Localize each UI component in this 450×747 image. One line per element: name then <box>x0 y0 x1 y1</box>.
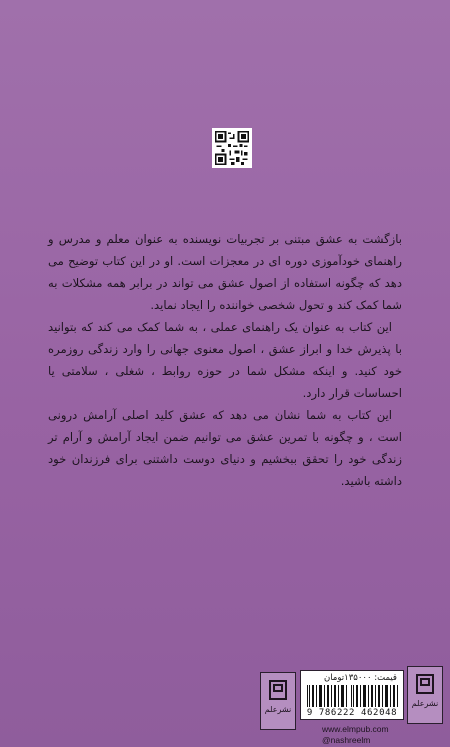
book-description <box>48 228 402 492</box>
price-label: قیمت: ۱۳۵۰۰۰تومان <box>323 673 397 683</box>
publisher-instagram: @nashreelm <box>322 735 371 745</box>
publisher-logo-icon <box>407 666 443 724</box>
publisher-name: نشرعلم <box>264 705 292 714</box>
barcode-icon <box>307 685 399 707</box>
qr-code-icon <box>212 128 252 168</box>
isbn-barcode-panel <box>300 670 404 720</box>
description-paragraph: این کتاب به شما نشان می دهد که عشق کلید اصلی آرامش درونی است ، و چگونه با تمرین عشق می توانیم ضمن ایجاد آرامش و آرام تر زندگی خود را تحقق ببخشیم و دنیای دوست داشتنی برای فرزندان خود داشته باشید. <box>48 408 402 488</box>
publisher-logo-icon <box>260 672 296 730</box>
publisher-website: www.elmpub.com <box>322 724 389 734</box>
back-cover-footer <box>0 648 450 747</box>
description-paragraph: این کتاب به عنوان یک راهنمای عملی ، به شما کمک می کند که بتوانید با پذیرش خدا و ابراز عشق ، اصول معنوی جهانی را وارد زندگی روزمره خود کنید. و اینکه مشکل شما در حوزه روابط ، شغلی ، سلامتی یا احساسات قرار دارد. <box>48 320 402 400</box>
publisher-name: نشرعلم <box>411 699 439 708</box>
description-paragraph: بازگشت به عشق مبتنی بر تجربیات نویسنده به عنوان معلم و مدرس و راهنمای خودآموزی دوره ای در معجزات است. او در این کتاب توضیح می دهد که چگونه استفاده از اصول عشق می تواند در برابر همه مشکلات به شما کمک کند و تحول شخصی خواننده را ایجاد نماید. <box>48 232 402 312</box>
isbn-number: 9 786222 462048 <box>306 708 398 718</box>
